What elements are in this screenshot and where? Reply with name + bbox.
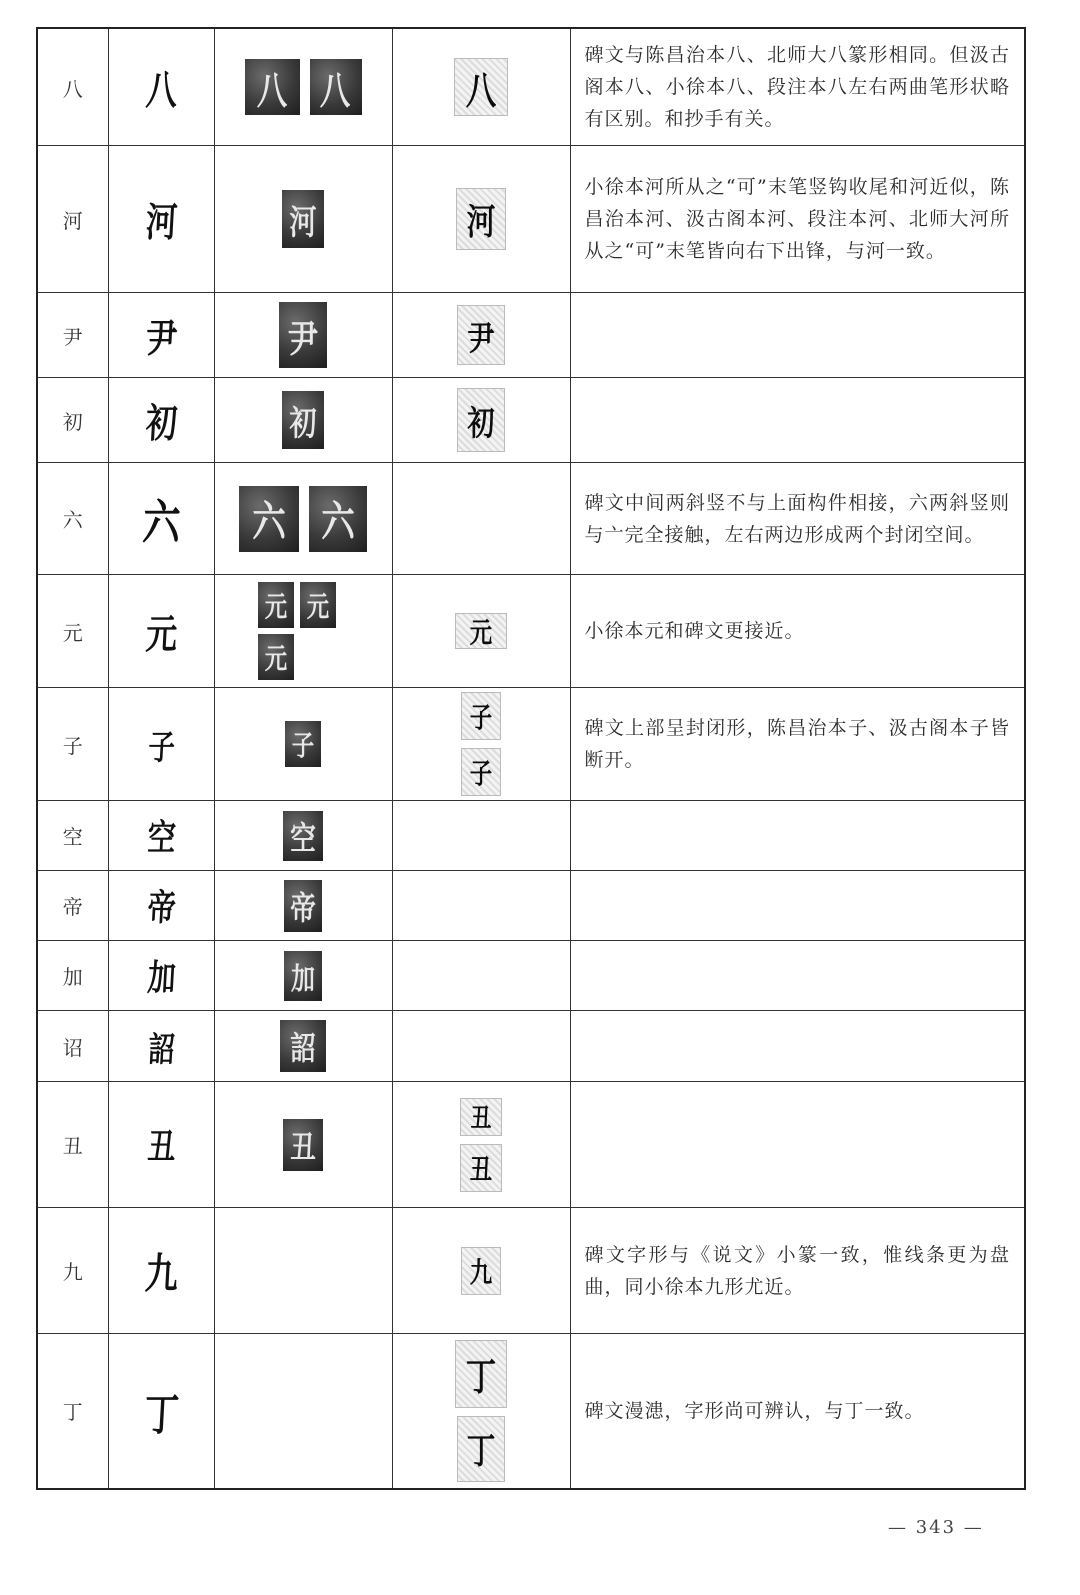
modern-character: 六 — [37, 463, 108, 575]
seal-script-glyph: 尹 — [144, 314, 177, 362]
table-row — [37, 941, 1025, 1011]
ink-rubbing-image: 丁 — [457, 1416, 505, 1482]
modern-character: 子 — [37, 688, 108, 801]
modern-character: 加 — [37, 941, 108, 1011]
remark-text: 碑文中间两斜竖不与上面构件相接，六两斜竖则与亠完全接触，左右两边形成两个封闭空间。 — [570, 463, 1025, 575]
modern-character: 丁 — [37, 1334, 108, 1489]
seal-script-glyph: 加 — [146, 957, 176, 999]
remark-text: 小徐本元和碑文更接近。 — [570, 575, 1025, 688]
stele-rubbing-image: 河 — [282, 190, 324, 248]
ink-rubbing-image: 子 — [461, 692, 501, 740]
ink-rubbing-image: 八 — [454, 58, 508, 116]
stele-rubbing-image: 加 — [284, 951, 322, 1001]
table-row — [37, 575, 1025, 688]
remark-text: 碑文上部呈封闭形，陈昌治本子、汲古阁本子皆断开。 — [570, 688, 1025, 801]
stele-rubbing-image: 六 — [239, 486, 299, 552]
stele-rubbing-image: 空 — [283, 811, 323, 861]
ink-rubbing-image: 丑 — [460, 1098, 502, 1136]
modern-character: 元 — [37, 575, 108, 688]
modern-character: 尹 — [37, 293, 108, 378]
remark-text — [570, 871, 1025, 941]
table-row — [37, 1334, 1025, 1489]
seal-script-glyph: 六 — [141, 495, 181, 551]
seal-script-glyph: 空 — [146, 817, 176, 859]
modern-character: 空 — [37, 801, 108, 871]
stele-rubbing-image: 元 — [300, 582, 336, 628]
table-row — [37, 1011, 1025, 1082]
table-row — [37, 28, 1025, 146]
ink-rubbing-image: 初 — [457, 388, 505, 452]
seal-script-glyph: 帝 — [146, 887, 176, 929]
remark-text — [570, 1082, 1025, 1208]
modern-character: 九 — [37, 1208, 108, 1334]
stele-rubbing-image: 帝 — [284, 880, 322, 932]
remark-text: 碑文漫漶，字形尚可辨认，与丁一致。 — [570, 1334, 1025, 1489]
table-row — [37, 801, 1025, 871]
seal-script-glyph: 八 — [144, 66, 177, 114]
remark-text: 碑文与陈昌治本八、北师大八篆形相同。但汲古阁本八、小徐本八、段注本八左右两曲笔形状略有区别。和抄手有关。 — [570, 28, 1025, 146]
modern-character: 初 — [37, 378, 108, 463]
stele-rubbing-image: 子 — [285, 721, 321, 767]
modern-character: 八 — [37, 28, 108, 146]
modern-character: 诏 — [37, 1011, 108, 1082]
stele-rubbing-image: 初 — [282, 391, 324, 449]
stele-rubbing-image: 元 — [258, 582, 294, 628]
stele-rubbing-image: 詔 — [280, 1020, 326, 1072]
ink-rubbing-image: 九 — [461, 1247, 501, 1295]
ink-rubbing-image: 河 — [456, 188, 506, 250]
table-row — [37, 146, 1025, 293]
remark-text — [570, 941, 1025, 1011]
ink-rubbing-image: 丑 — [460, 1144, 502, 1192]
seal-script-glyph: 元 — [144, 610, 177, 658]
remark-text: 小徐本河所从之“可”末笔竖钩收尾和河近似，陈昌治本河、汲古阁本河、段注本河、北师大河所从之“可”末笔皆向右下出锋，与河一致。 — [570, 146, 1025, 293]
table-row — [37, 293, 1025, 378]
ink-rubbing-image: 元 — [455, 613, 507, 649]
seal-script-glyph: 子 — [147, 727, 175, 768]
ink-rubbing-image: 尹 — [457, 305, 505, 365]
seal-script-glyph: 丑 — [146, 1126, 176, 1168]
stele-rubbing-image: 丑 — [283, 1119, 323, 1171]
remark-text — [570, 1011, 1025, 1082]
table-row — [37, 688, 1025, 801]
seal-script-glyph: 河 — [144, 198, 177, 246]
page-number: — 343 — — [888, 1517, 984, 1538]
table-row — [37, 1208, 1025, 1334]
seal-script-glyph: 詔 — [147, 1029, 175, 1070]
ink-rubbing-image: 子 — [461, 748, 501, 796]
stele-rubbing-image: 六 — [309, 486, 367, 552]
character-comparison-table — [36, 27, 1026, 1490]
table-row — [37, 871, 1025, 941]
table-row — [37, 378, 1025, 463]
stele-rubbing-image: 八 — [310, 59, 362, 115]
modern-character: 丑 — [37, 1082, 108, 1208]
stele-rubbing-image: 元 — [258, 634, 294, 680]
seal-script-glyph: 初 — [144, 399, 177, 447]
table-row — [37, 463, 1025, 575]
ink-rubbing-image: 丁 — [455, 1340, 507, 1408]
remark-text: 碑文字形与《说文》小篆一致，惟线条更为盘曲，同小徐本九形尤近。 — [570, 1208, 1025, 1334]
seal-script-glyph: 九 — [143, 1248, 178, 1298]
stele-rubbing-image: 尹 — [279, 302, 327, 368]
remark-text — [570, 801, 1025, 871]
seal-script-glyph: 丁 — [142, 1389, 179, 1441]
table-row — [37, 1082, 1025, 1208]
modern-character: 河 — [37, 146, 108, 293]
remark-text — [570, 293, 1025, 378]
modern-character: 帝 — [37, 871, 108, 941]
stele-rubbing-image: 八 — [245, 59, 300, 115]
remark-text — [570, 378, 1025, 463]
